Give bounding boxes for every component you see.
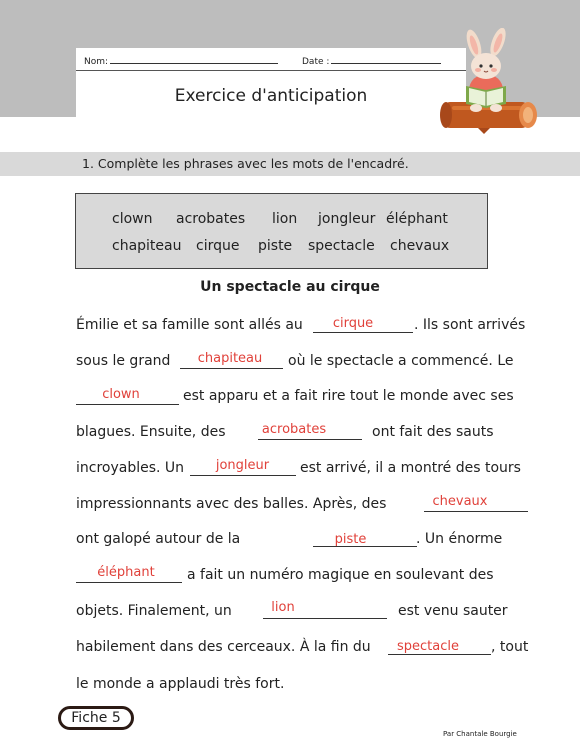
text-fragment: a fait un numéro magique en soulevant des: [187, 567, 494, 583]
text-fragment: Émilie et sa famille sont allés au: [76, 317, 303, 333]
text-fragment: ont fait des sauts: [372, 424, 494, 440]
word-bank-word: cirque: [196, 238, 240, 254]
text-fragment: est venu sauter: [398, 603, 508, 619]
text-line: [76, 676, 528, 692]
text-line: [76, 353, 528, 369]
header-divider: [76, 70, 466, 71]
page-title: Exercice d'anticipation: [174, 86, 368, 106]
text-fragment: incroyables. Un: [76, 460, 185, 476]
date-label: Date :: [302, 57, 330, 67]
answer-blank[interactable]: [424, 510, 528, 512]
answer-text: acrobates: [261, 422, 327, 437]
answer-blank[interactable]: [190, 474, 296, 476]
answer-blank[interactable]: [76, 581, 182, 583]
answer-text: cirque: [332, 316, 374, 331]
word-bank-word: spectacle: [308, 238, 375, 254]
text-fragment: . Un énorme: [416, 531, 503, 547]
answer-text: spectacle: [397, 639, 459, 654]
text-fragment: , tout: [491, 639, 529, 655]
text-fragment: ont galopé autour de la: [76, 531, 241, 547]
header-card: [76, 48, 466, 118]
answer-text: clown: [102, 387, 140, 402]
word-bank-word: éléphant: [386, 211, 448, 227]
name-field[interactable]: [84, 54, 278, 67]
answer-blank[interactable]: [258, 438, 362, 440]
word-bank-word: clown: [112, 211, 153, 227]
word-bank-word: chevaux: [390, 238, 450, 254]
author-credit: Par Chantale Bourgie: [443, 730, 517, 738]
text-fragment: est arrivé, il a montré des tours: [300, 460, 521, 476]
instruction-text: 1. Complète les phrases avec les mots de l'encadré.: [82, 156, 409, 171]
text-fragment: objets. Finalement, un: [76, 603, 232, 619]
answer-blank[interactable]: [180, 367, 283, 369]
answer-text: chapiteau: [197, 351, 263, 366]
text-fragment: habilement dans des cerceaux. À la fin du: [76, 639, 371, 655]
text-fragment: blagues. Ensuite, des: [76, 424, 226, 440]
answer-text: chevaux: [432, 494, 488, 509]
text-line: [76, 317, 528, 333]
text-line: [76, 460, 528, 476]
date-field[interactable]: [302, 54, 441, 67]
text-fragment: le monde a applaudi très fort.: [76, 676, 285, 692]
text-fragment: sous le grand: [76, 353, 171, 369]
text-fragment: où le spectacle a commencé. Le: [288, 353, 514, 369]
answer-text: piste: [334, 532, 367, 547]
word-bank-word: chapiteau: [112, 238, 182, 254]
word-bank-word: piste: [258, 238, 293, 254]
answer-blank[interactable]: [263, 617, 387, 619]
text-fragment: impressionnants avec des balles. Après, des: [76, 496, 387, 512]
story-title: Un spectacle au cirque: [200, 279, 380, 295]
answer-text: lion: [271, 600, 295, 615]
name-line[interactable]: [110, 54, 278, 64]
text-line: [76, 531, 528, 547]
bunny-reading-illustration: [438, 28, 540, 136]
answer-text: éléphant: [97, 565, 155, 580]
answer-blank[interactable]: [76, 403, 179, 405]
name-label: Nom:: [84, 57, 109, 67]
sheet-number-badge: Fiche 5: [58, 706, 134, 730]
word-bank-word: jongleur: [318, 211, 376, 227]
word-bank: [75, 193, 488, 269]
date-line[interactable]: [331, 54, 441, 64]
text-fragment: . Ils sont arrivés: [414, 317, 526, 333]
answer-blank[interactable]: [313, 331, 413, 333]
word-bank-word: acrobates: [176, 211, 246, 227]
text-fragment: est apparu et a fait rire tout le monde avec ses: [183, 388, 514, 404]
answer-text: jongleur: [215, 458, 270, 473]
word-bank-word: lion: [272, 211, 298, 227]
